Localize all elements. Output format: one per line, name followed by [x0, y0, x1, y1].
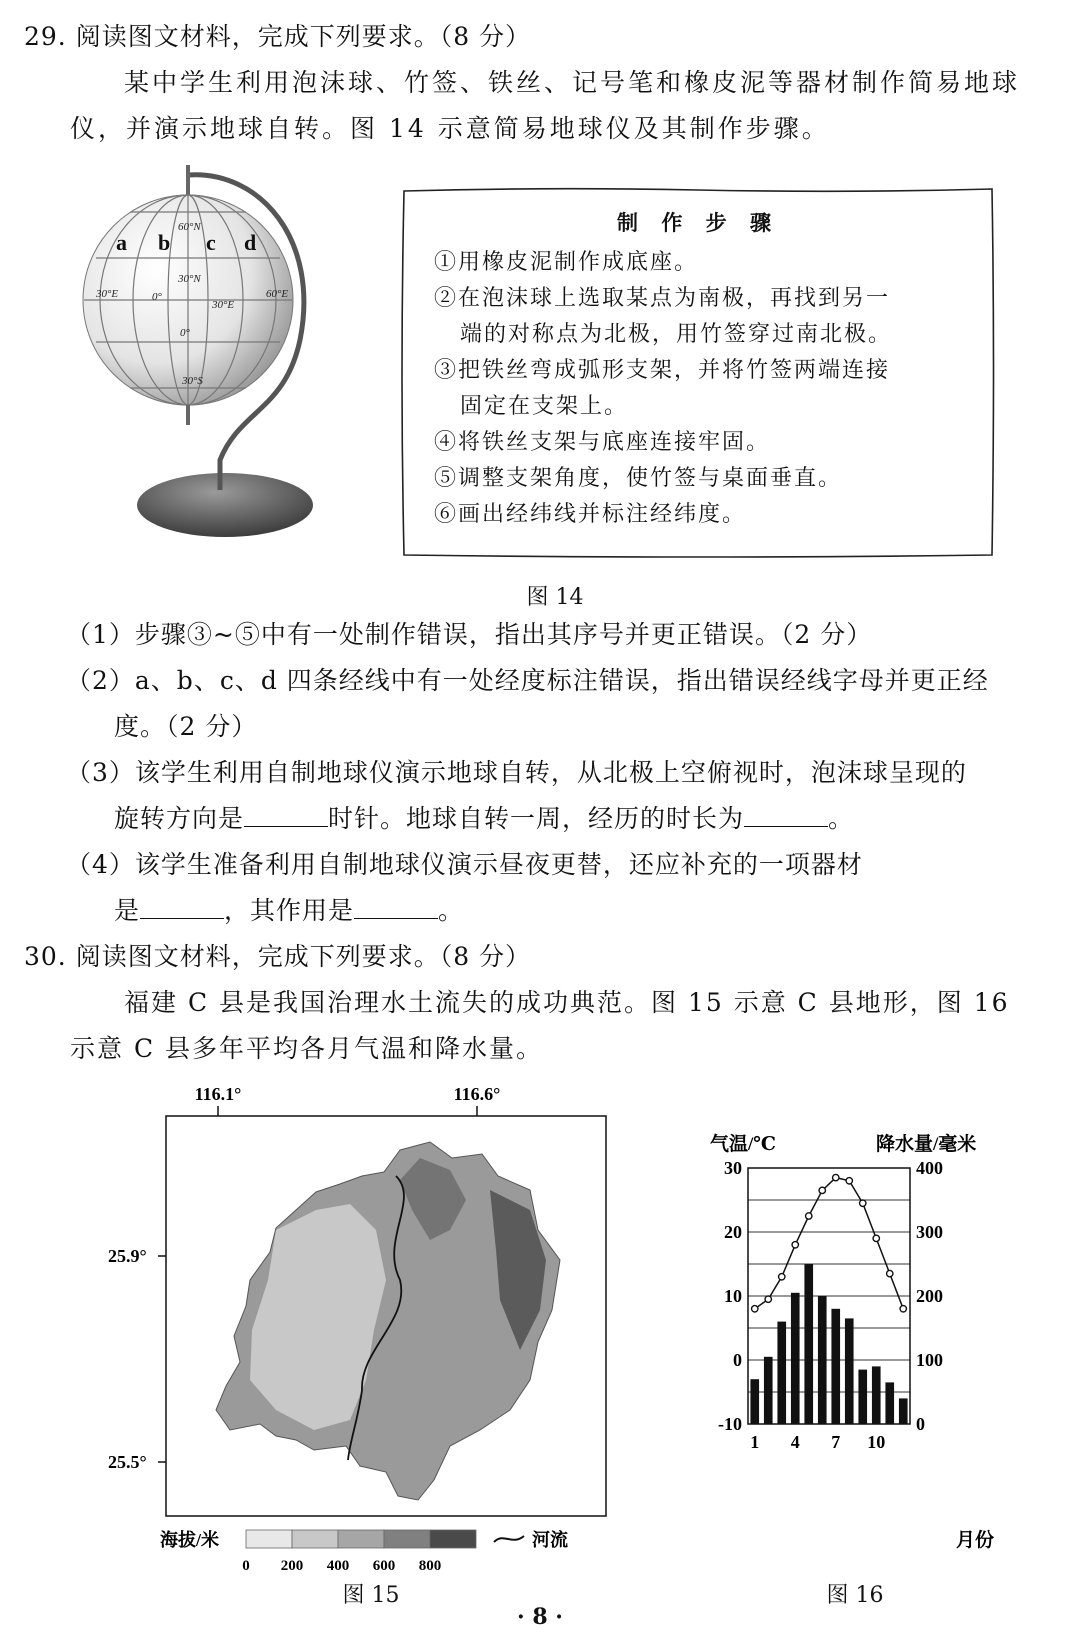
river-legend-icon: [494, 1536, 524, 1542]
month-tick-label: 1: [750, 1432, 760, 1452]
temperature-point: [819, 1187, 825, 1193]
answer-blank-rotation-period[interactable]: [744, 804, 828, 827]
legend-title: 海拔/米: [160, 1530, 220, 1550]
lat-label-30n: 30°N: [178, 273, 201, 285]
q29-sub4-text-c: 。: [438, 896, 465, 925]
legend-swatch-400-600: [338, 1530, 384, 1548]
meridian-label-a: a: [116, 230, 127, 255]
q29-heading: 29. 阅读图文材料，完成下列要求。（8 分）: [24, 22, 532, 51]
q29-sub2-line1: （2）a、b、c、d 四条经线中有一处经度标注错误，指出错误经线字母并更正经: [66, 666, 989, 695]
temperature-point: [752, 1306, 758, 1312]
precipitation-bar: [791, 1293, 800, 1424]
globe-illustration: [70, 160, 330, 550]
precip-tick-label: 100: [916, 1350, 943, 1370]
q29-sub4-text-a: 是: [114, 896, 141, 925]
precipitation-bar: [872, 1366, 881, 1424]
meridian-label-c: c: [206, 230, 216, 255]
meridian-label-b: b: [158, 230, 171, 255]
month-tick-label: 7: [831, 1432, 841, 1452]
steps-title: 制 作 步 骤: [617, 210, 779, 235]
step-3-line1: ③把铁丝弯成弧形支架，并将竹签两端连接: [434, 358, 891, 383]
precip-tick-label: 300: [916, 1222, 943, 1242]
fig14-caption: 图 14: [526, 585, 584, 610]
fig16-caption: 图 16: [826, 1583, 884, 1608]
q29-sub3-line2: [114, 804, 854, 834]
temp-tick-label: -10: [718, 1414, 742, 1434]
legend-swatch-800-plus: [430, 1530, 476, 1548]
step-3-line2: 固定在支架上。: [460, 394, 629, 419]
temperature-point: [887, 1270, 893, 1276]
step-2-line1: ②在泡沫球上选取某点为南极，再找到另一: [434, 286, 891, 311]
precipitation-bar: [764, 1357, 773, 1424]
climate-chart: [700, 1130, 1020, 1550]
q30-intro-line1: 福建 C 县是我国治理水土流失的成功典范。图 15 示意 C 县地形，图 16: [124, 988, 1010, 1017]
clay-base: [137, 473, 313, 537]
q30-intro-line2: 示意 C 县多年平均各月气温和降水量。: [70, 1034, 544, 1063]
q29-sub3-line1: （3）该学生利用自制地球仪演示地球自转，从北极上空俯视时，泡沫球呈现的: [66, 758, 967, 787]
temperature-point: [900, 1306, 906, 1312]
chart-right-axis-label: 降水量/毫米: [876, 1134, 977, 1155]
precipitation-bar: [885, 1382, 894, 1424]
q29-intro-line2: 仪，并演示地球自转。图 14 示意简易地球仪及其制作步骤。: [70, 114, 830, 143]
step-4: ④将铁丝支架与底座连接牢固。: [434, 430, 771, 455]
map-lon-right: 116.6°: [453, 1084, 501, 1104]
precip-tick-label: 400: [916, 1158, 943, 1178]
map-lat-bottom: 25.5°: [108, 1452, 147, 1472]
legend-swatch-0-200: [246, 1530, 292, 1548]
precipitation-bar: [804, 1264, 813, 1424]
temperature-point: [873, 1235, 879, 1241]
q29-sub2-line2: 度。（2 分）: [114, 712, 258, 741]
legend-tick-400: 400: [326, 1558, 350, 1574]
lon-label-60e: 60°E: [266, 288, 289, 300]
map-lat-top: 25.9°: [108, 1246, 147, 1266]
meridian-label-d: d: [244, 230, 257, 255]
precipitation-bar: [818, 1296, 827, 1424]
lat-label-0: 0°: [180, 327, 190, 339]
q29-sub4-text-b: ，其作用是: [224, 896, 355, 925]
q29-sub3-text-a: 旋转方向是: [114, 804, 245, 833]
legend-tick-0: 0: [242, 1558, 250, 1574]
answer-blank-rotation-direction[interactable]: [244, 804, 328, 827]
chart-x-axis-label: 月份: [956, 1530, 995, 1550]
steps-box: [398, 185, 998, 561]
temp-tick-label: 30: [724, 1158, 742, 1178]
lon-label-0: 0°: [152, 291, 162, 303]
temperature-point: [860, 1200, 866, 1206]
lon-label-30e-left: 30°E: [96, 288, 119, 300]
q29-sub3-text-c: 。: [828, 804, 855, 833]
precip-tick-label: 0: [916, 1414, 925, 1434]
lon-label-30e-mid: 30°E: [212, 299, 235, 311]
chart-left-axis-label: 气温/℃: [710, 1134, 777, 1155]
page-number: · 8 ·: [517, 1604, 563, 1630]
q29-sub4-line2: [114, 896, 464, 926]
q29-sub4-line1: （4）该学生准备利用自制地球仪演示昼夜更替，还应补充的一项器材: [66, 850, 863, 879]
legend-tick-600: 600: [372, 1558, 396, 1574]
map-lon-left: 116.1°: [194, 1084, 242, 1104]
legend-river-label: 河流: [532, 1530, 568, 1550]
answer-blank-equipment-purpose[interactable]: [354, 896, 438, 919]
temperature-point: [779, 1274, 785, 1280]
fig15-caption: 图 15: [342, 1583, 400, 1608]
temperature-point: [792, 1242, 798, 1248]
q30-heading: 30. 阅读图文材料，完成下列要求。（8 分）: [24, 942, 532, 971]
q29-sub1: （1）步骤③~⑤中有一处制作错误，指出其序号并更正错误。（2 分）: [66, 620, 873, 649]
legend-tick-200: 200: [280, 1558, 304, 1574]
temperature-point: [765, 1296, 771, 1302]
step-5: ⑤调整支架角度，使竹签与桌面垂直。: [434, 466, 843, 491]
temperature-point: [833, 1174, 839, 1180]
step-2-line2: 端的对称点为北极，用竹签穿过南北极。: [460, 322, 893, 347]
temperature-point: [806, 1213, 812, 1219]
q29-sub3-text-b: 时针。地球自转一周，经历的时长为: [328, 804, 745, 833]
month-tick-label: 4: [790, 1432, 800, 1452]
temperature-line: [755, 1178, 904, 1309]
precipitation-bar: [750, 1379, 759, 1424]
temp-tick-label: 0: [733, 1350, 742, 1370]
lat-label-60n: 60°N: [178, 221, 201, 233]
precipitation-bar: [858, 1370, 867, 1424]
temp-tick-label: 20: [724, 1222, 742, 1242]
precipitation-bar: [899, 1398, 908, 1424]
legend-swatch-600-800: [384, 1530, 430, 1548]
temperature-point: [846, 1178, 852, 1184]
legend-swatch-200-400: [292, 1530, 338, 1548]
precipitation-bar: [777, 1322, 786, 1424]
precipitation-bar: [831, 1309, 840, 1424]
precipitation-bar: [845, 1318, 854, 1424]
month-tick-label: 10: [867, 1432, 886, 1452]
step-6: ⑥画出经纬线并标注经纬度。: [434, 502, 747, 527]
legend-tick-800: 800: [418, 1558, 442, 1574]
temp-tick-label: 10: [724, 1286, 742, 1306]
precip-tick-label: 200: [916, 1286, 943, 1306]
step-1: ①用橡皮泥制作成底座。: [434, 250, 699, 275]
answer-blank-equipment[interactable]: [140, 896, 224, 919]
lat-label-30s: 30°S: [182, 375, 203, 387]
q29-intro-line1: 某中学生利用泡沫球、竹签、铁丝、记号笔和橡皮泥等器材制作简易地球: [124, 68, 1021, 97]
terrain-map: [100, 1080, 620, 1580]
